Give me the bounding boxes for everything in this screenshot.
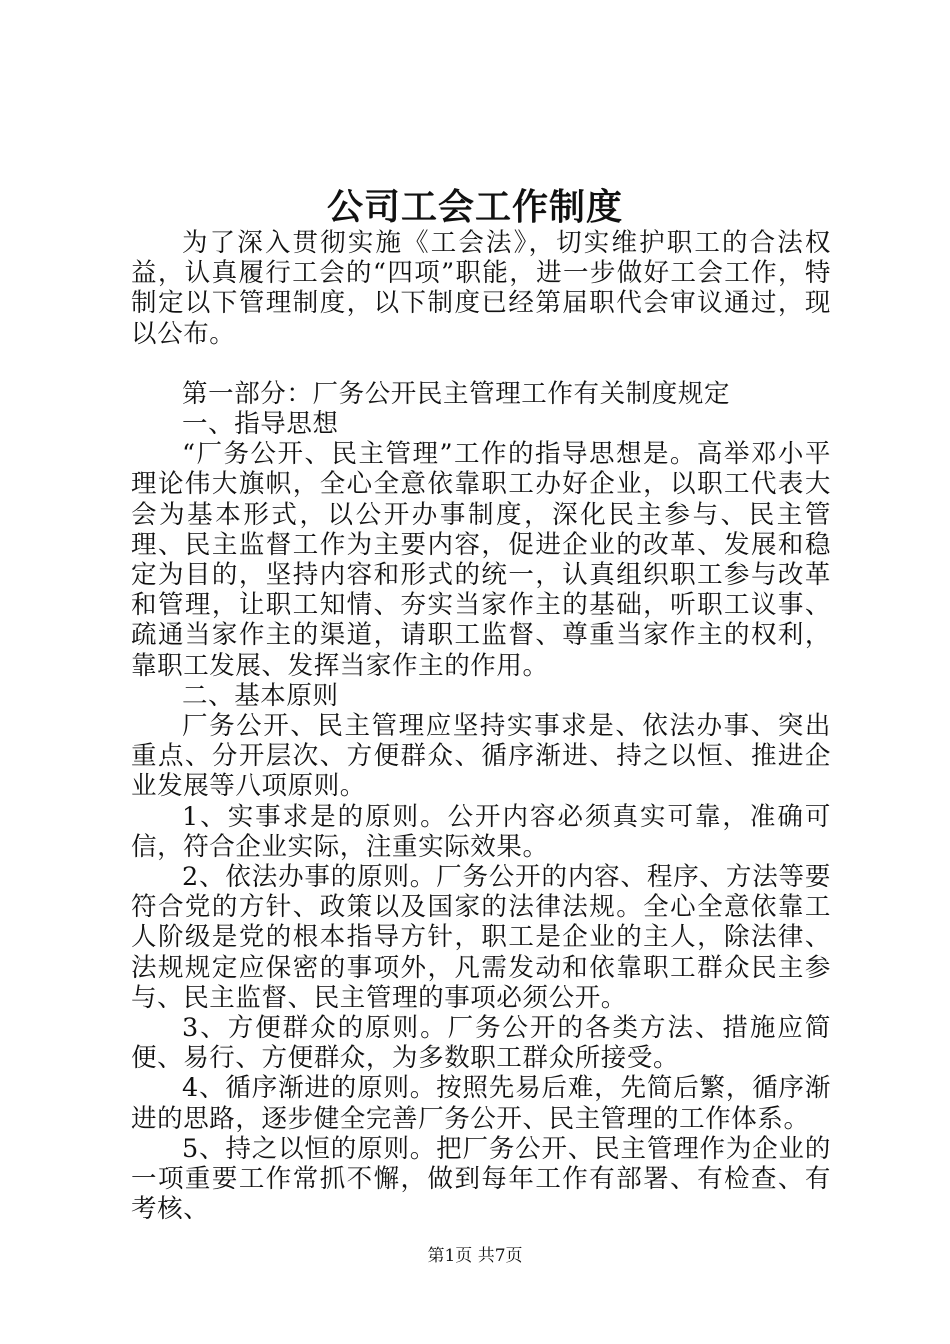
document-body	[131, 228, 831, 1225]
list-item: 1、实事求是的原则。公开内容必须真实可靠，准确可信，符合企业实际，注重实际效果。	[131, 801, 831, 862]
subsection-heading: 一、指导思想	[182, 409, 339, 440]
body-paragraph: 厂务公开、民主管理应坚持实事求是、依法办事、突出重点、分开层次、方便群众、循序渐进、持之以恒、推进企业发展等八项原则。	[131, 711, 831, 802]
list-item: 4、循序渐进的原则。按照先易后难，先简后繁，循序渐进的思路，逐步健全完善厂务公开、民主管理的工作体系。	[131, 1073, 831, 1134]
intro-paragraph: 为了深入贯彻实施《工会法》，切实维护职工的合法权益，认真履行工会的“四项”职能，进一步做好工会工作，特制定以下管理制度，以下制度已经第届职代会审议通过，现以公布。	[131, 228, 831, 349]
section-heading: 第一部分：厂务公开民主管理工作有关制度规定	[182, 378, 731, 409]
subsection-heading: 二、基本原则	[182, 680, 339, 711]
list-item: 5、持之以恒的原则。把厂务公开、民主管理作为企业的一项重要工作常抓不懈，做到每年工作有部署、有检查、有考核、	[131, 1133, 831, 1225]
list-item: 3、方便群众的原则。厂务公开的各类方法、措施应简便、易行、方便群众，为多数职工群众所接受。	[131, 1013, 831, 1074]
list-item: 2、依法办事的原则。厂务公开的内容、程序、方法等要符合党的方针、政策以及国家的法律法规。全心全意依靠工人阶级是党的根本指导方针，职工是企业的主人，除法律、法规规定应保密的事项外，凡需发动和依靠职工群众民主参与、民主监督、民主管理的事项必须公开。	[131, 862, 831, 1013]
body-paragraph: “厂务公开、民主管理”工作的指导思想是。高举邓小平理论伟大旗帜，全心全意依靠职工办好企业，以职工代表大会为基本形式，以公开办事制度，深化民主参与、民主管理、民主监督工作为主要内容，促进企业的改革、发展和稳定为目的，坚持内容和形式的统一，认真组织职工参与改革和管理，让职工知情、夯实当家作主的基础，听职工议事、疏通当家作主的渠道，请职工监督、尊重当家作主的权利，靠职工发展、发挥当家作主的作用。	[131, 439, 831, 681]
document-title: 公司工会工作制度	[326, 186, 623, 228]
page-footer: 第1页 共7页	[427, 1246, 523, 1266]
